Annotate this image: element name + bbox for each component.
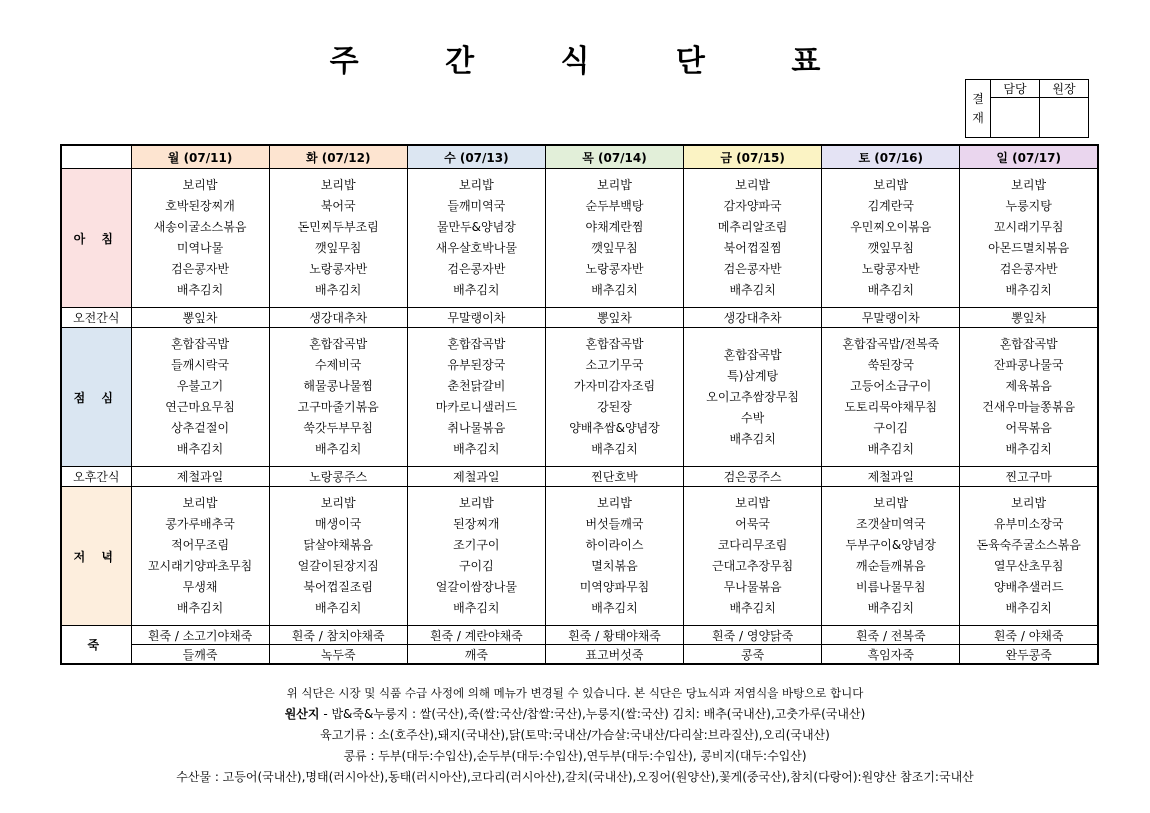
- menu-item: 버섯들깨국: [585, 517, 644, 531]
- menu-item: 우불고기: [176, 379, 224, 393]
- menu-item: 배추김치: [729, 283, 776, 297]
- lunch-cell: [407, 328, 545, 467]
- menu-item: 코다리무조림: [717, 538, 788, 552]
- menu-item: 하이라이스: [585, 538, 644, 552]
- menu-item: 소고기무국: [585, 358, 644, 372]
- menu-item: 김계란국: [867, 199, 914, 213]
- menu-item: 배추김치: [315, 442, 362, 456]
- menu-item: 배추김치: [315, 283, 362, 297]
- menu-item: 매생이국: [315, 517, 362, 531]
- am_snack-row: [61, 308, 1098, 328]
- menu-item: 노랑콩자반: [309, 262, 368, 276]
- menu-item: 배추김치: [176, 283, 224, 297]
- am_snack-label: 오전간식: [61, 308, 131, 328]
- corner-cell: [61, 145, 131, 169]
- menu-item: 보리밥: [1011, 496, 1047, 510]
- dinner-row: [61, 487, 1098, 626]
- day-header: 토 (07/16): [822, 145, 960, 169]
- menu-item: 쑥된장국: [867, 358, 914, 372]
- origin-label: 원산지: [284, 707, 320, 721]
- dinner-label: 저 녁: [61, 487, 131, 626]
- menu-item: 어묵볶음: [1005, 421, 1052, 435]
- menu-item: 순두부백탕: [585, 199, 644, 213]
- menu-item: 무나물볶음: [723, 580, 782, 594]
- snack-item: 노랑콩주스: [269, 467, 407, 487]
- lunch-cell: [822, 328, 960, 467]
- porridge-item: 흰죽 / 계란야채죽: [407, 626, 545, 645]
- menu-item: 강된장: [597, 400, 632, 414]
- menu-item: 꼬시래기무침: [993, 220, 1064, 234]
- menu-item: 멸치볶음: [591, 559, 638, 573]
- menu-item: 보리밥: [320, 496, 356, 510]
- menu-item: 오이고추쌈장무침: [706, 389, 799, 404]
- porridge-item: 흰죽 / 전복죽: [822, 626, 960, 645]
- breakfast-row: [61, 169, 1098, 308]
- snack-item: 생강대추차: [684, 308, 822, 328]
- porridge-item: 깨죽: [407, 645, 545, 665]
- porridge-item: 흑임자죽: [822, 645, 960, 665]
- day-header: 월 (07/11): [131, 145, 269, 169]
- menu-item: 새송이굴소스볶음: [153, 220, 247, 234]
- menu-item: 혼합잡곡밥: [999, 337, 1058, 351]
- origin-line-4: 수산물 : 고등어(국내산),명태(러시아산),동태(러시아산),코다리(러시아산),갈치(국내산),오징어(원양산),꽃게(중국산),참치(다랑어):원양산 참조기:국내산: [176, 770, 974, 784]
- menu-item: 북어국: [320, 199, 356, 213]
- lunch-label: 점 심: [61, 328, 131, 467]
- menu-item: 고등어소금구이: [850, 379, 932, 393]
- menu-item: 건새우마늘쫑볶음: [982, 400, 1076, 414]
- day-header: 수 (07/13): [407, 145, 545, 169]
- menu-item: 제육볶음: [1005, 379, 1052, 393]
- menu-item: 혼합잡곡밥/전복죽: [842, 337, 940, 351]
- menu-item: 우민찌오이볶음: [850, 220, 932, 234]
- menu-item: 배추김치: [867, 442, 914, 456]
- porridge-label: 죽: [61, 626, 131, 665]
- porridge-item: 흰죽 / 황태야채죽: [545, 626, 683, 645]
- snack-item: 뽕잎차: [960, 308, 1098, 328]
- menu-item: 보리밥: [458, 496, 494, 510]
- menu-item: 열무산초무침: [993, 559, 1064, 573]
- dinner-cell: [269, 487, 407, 626]
- approval-director-header: 원장: [1040, 80, 1089, 98]
- pm_snack-row: [61, 467, 1098, 487]
- menu-item: 배추김치: [1005, 283, 1052, 297]
- menu-item: 된장찌개: [453, 517, 500, 531]
- approval-box: [965, 79, 1089, 138]
- origin-line-2: 육고기류 : 소(호주산),돼지(국내산),닭(토막:국내산/가슴살:국내산/다리살:브라질산),오리(국내산): [320, 728, 830, 742]
- breakfast-cell: [131, 169, 269, 308]
- menu-item: 춘천닭갈비: [447, 379, 506, 393]
- menu-item: 들깨시락국: [171, 358, 230, 372]
- menu-item: 보리밥: [597, 496, 632, 510]
- menu-item: 배추김치: [176, 442, 224, 456]
- snack-item: 뽕잎차: [131, 308, 269, 328]
- dinner-cell: [960, 487, 1098, 626]
- menu-item: 보리밥: [735, 496, 771, 510]
- menu-item: 검은콩자반: [723, 262, 782, 276]
- menu-item: 양배추쌈&양념장: [569, 421, 660, 435]
- porridge-item: 흰죽 / 영양닭죽: [684, 626, 822, 645]
- breakfast-cell: [407, 169, 545, 308]
- menu-item: 유부된장국: [447, 358, 506, 372]
- menu-item: 배추김치: [867, 283, 914, 297]
- menu-item: 구이김: [458, 559, 494, 573]
- menu-item: 보리밥: [320, 178, 356, 192]
- snack-item: 뽕잎차: [545, 308, 683, 328]
- menu-item: 호박된장찌개: [165, 199, 235, 213]
- menu-item: 혼합잡곡밥: [447, 337, 506, 351]
- approval-manager-header: 담당: [991, 80, 1040, 98]
- day-header: 일 (07/17): [960, 145, 1098, 169]
- menu-item: 두부구이&양념장: [845, 538, 937, 552]
- menu-item: 배추김치: [729, 431, 776, 446]
- menu-item: 양배추샐러드: [993, 580, 1064, 594]
- menu-item: 수제비국: [315, 358, 362, 372]
- menu-item: 얼갈이된장지짐: [297, 559, 379, 573]
- menu-item: 아몬드멸치볶음: [988, 241, 1070, 255]
- menu-item: 혼합잡곡밥: [585, 337, 644, 351]
- porridge-item: 흰죽 / 소고기야채죽: [131, 626, 269, 645]
- pm_snack-label: 오후간식: [61, 467, 131, 487]
- porridge-item: 녹두죽: [269, 645, 407, 665]
- menu-item: 조갯살미역국: [855, 517, 926, 531]
- menu-item: 노랑콩자반: [861, 262, 920, 276]
- porridge-item: 흰죽 / 참치야채죽: [269, 626, 407, 645]
- breakfast-cell: [822, 169, 960, 308]
- menu-item: 배추김치: [453, 442, 500, 456]
- menu-item: 감자양파국: [723, 199, 782, 213]
- menu-item: 잔파콩나물국: [993, 358, 1064, 372]
- snack-item: 제철과일: [407, 467, 545, 487]
- menu-item: 수박: [741, 410, 765, 425]
- menu-item: 도토리묵야채무침: [844, 400, 938, 414]
- menu-item: 닭살야채볶음: [303, 538, 373, 552]
- snack-item: 제철과일: [822, 467, 960, 487]
- breakfast-label: 아 침: [61, 169, 131, 308]
- menu-item: 검은콩자반: [447, 262, 506, 276]
- approval-manager-sign: [991, 98, 1040, 138]
- menu-item: 깻잎무침: [867, 241, 914, 255]
- dinner-cell: [684, 487, 822, 626]
- menu-item: 보리밥: [458, 178, 494, 192]
- menu-item: 배추김치: [729, 601, 776, 615]
- day-header: 목 (07/14): [545, 145, 683, 169]
- menu-item: 검은콩자반: [999, 262, 1058, 276]
- menu-item: 취나물볶음: [447, 421, 506, 435]
- snack-item: 생강대추차: [269, 308, 407, 328]
- menu-item: 배추김치: [315, 601, 362, 615]
- weekly-menu-table: [60, 144, 1099, 665]
- menu-item: 가자미감자조림: [573, 379, 656, 393]
- page-title: 주 간 식 단 표: [329, 44, 859, 79]
- menu-item: 배추김치: [1005, 601, 1052, 615]
- menu-item: 혼합잡곡밥: [723, 347, 782, 362]
- menu-item: 북어껍질찜: [723, 241, 782, 255]
- snack-item: 찐고구마: [960, 467, 1098, 487]
- menu-item: 보리밥: [873, 496, 909, 510]
- menu-item: 적어무조림: [171, 538, 230, 552]
- menu-item: 쑥갓두부무침: [303, 421, 373, 435]
- lunch-cell: [684, 328, 822, 467]
- dinner-cell: [131, 487, 269, 626]
- dinner-cell: [822, 487, 960, 626]
- lunch-cell: [960, 328, 1098, 467]
- menu-item: 연근마요무침: [165, 400, 235, 414]
- menu-item: 보리밥: [182, 496, 218, 510]
- menu-item: 비름나물무침: [855, 580, 926, 594]
- menu-item: 조기구이: [453, 538, 500, 552]
- menu-item: 무생채: [182, 580, 218, 594]
- menu-item: 콩가루배추국: [165, 517, 235, 531]
- dinner-cell: [545, 487, 683, 626]
- menu-item: 깨순들깨볶음: [855, 559, 926, 573]
- menu-item: 돈민찌두부조림: [297, 220, 379, 234]
- breakfast-cell: [269, 169, 407, 308]
- menu-item: 고구마줄기볶음: [297, 400, 379, 414]
- menu-item: 구이김: [873, 421, 909, 435]
- menu-item: 야채계란찜: [585, 220, 644, 234]
- snack-item: 검은콩주스: [684, 467, 822, 487]
- menu-item: 돈육숙주굴소스볶음: [976, 538, 1081, 552]
- menu-item: 누룽지탕: [1005, 199, 1052, 213]
- porridge-item: 흰죽 / 야채죽: [960, 626, 1098, 645]
- menu-item: 혼합잡곡밥: [171, 337, 230, 351]
- day-header: 화 (07/12): [269, 145, 407, 169]
- menu-item: 들깨미역국: [447, 199, 506, 213]
- menu-item: 배추김치: [591, 601, 638, 615]
- menu-item: 노랑콩자반: [585, 262, 644, 276]
- menu-item: 메추리알조림: [717, 220, 788, 234]
- menu-item: 깻잎무침: [315, 241, 362, 255]
- lunch-cell: [545, 328, 683, 467]
- menu-item: 배추김치: [176, 601, 224, 615]
- approval-director-sign: [1040, 98, 1089, 138]
- menu-item: 배추김치: [453, 283, 500, 297]
- menu-item: 배추김치: [591, 283, 638, 297]
- menu-item: 미역나물: [176, 241, 224, 255]
- menu-item: 상추겉절이: [171, 421, 230, 435]
- lunch-cell: [269, 328, 407, 467]
- menu-item: 혼합잡곡밥: [309, 337, 368, 351]
- menu-item: 보리밥: [182, 178, 218, 192]
- origin-line-3: 콩류 : 두부(대두:수입산),순두부(대두:수입산),연두부(대두:수입산), 콩비지(대두:수입산): [343, 749, 807, 763]
- menu-item: 특)삼계탕: [727, 368, 779, 383]
- snack-item: 찐단호박: [545, 467, 683, 487]
- menu-item: 새우살호박나물: [435, 241, 517, 255]
- lunch-row: [61, 328, 1098, 467]
- menu-item: 보리밥: [1011, 178, 1047, 192]
- menu-item: 미역양파무침: [579, 580, 650, 594]
- lunch-cell: [131, 328, 269, 467]
- menu-item: 근대고추장무침: [712, 559, 794, 573]
- menu-item: 보리밥: [873, 178, 909, 192]
- menu-item: 꼬시래기양파초무침: [147, 559, 253, 573]
- menu-item: 깻잎무침: [591, 241, 638, 255]
- breakfast-cell: [545, 169, 683, 308]
- approval-label: 결 재: [966, 80, 991, 138]
- day-header: 금 (07/15): [684, 145, 822, 169]
- porridge-item: 콩죽: [684, 645, 822, 665]
- menu-item: 물만두&양념장: [436, 220, 516, 234]
- breakfast-cell: [960, 169, 1098, 308]
- snack-item: 제철과일: [131, 467, 269, 487]
- porridge-row-1: [61, 626, 1098, 645]
- porridge-item: 완두콩죽: [960, 645, 1098, 665]
- menu-item: 어묵국: [735, 517, 771, 531]
- porridge-row-2: [61, 645, 1098, 665]
- menu-item: 보리밥: [597, 178, 632, 192]
- menu-item: 배추김치: [867, 601, 914, 615]
- origin-line-1: 원산지 - 밥&죽&누룽지 : 쌀(국산),죽(쌀:국산/찹쌀:국산),누룽지(쌀:국산) 김치: 배추(국내산),고춧가루(국내산): [284, 707, 866, 721]
- porridge-item: 표고버섯죽: [545, 645, 683, 665]
- snack-item: 무말랭이차: [822, 308, 960, 328]
- day-header-row: [61, 145, 1098, 169]
- menu-item: 배추김치: [453, 601, 500, 615]
- porridge-item: 들깨죽: [131, 645, 269, 665]
- menu-item: 북어껍질조림: [303, 580, 373, 594]
- menu-item: 얼갈이쌈장나물: [435, 580, 517, 594]
- menu-item: 보리밥: [735, 178, 771, 192]
- footer-note: 위 식단은 시장 및 식품 수급 사정에 의해 메뉴가 변경될 수 있습니다. 본 식단은 당뇨식과 저염식을 바탕으로 합니다: [286, 686, 864, 700]
- breakfast-cell: [684, 169, 822, 308]
- snack-item: 무말랭이차: [407, 308, 545, 328]
- menu-item: 유부미소장국: [993, 517, 1064, 531]
- menu-item: 마카로니샐러드: [435, 400, 517, 414]
- menu-item: 배추김치: [1005, 442, 1052, 456]
- dinner-cell: [407, 487, 545, 626]
- menu-item: 해물콩나물찜: [303, 379, 373, 393]
- menu-item: 검은콩자반: [171, 262, 230, 276]
- menu-item: 배추김치: [591, 442, 638, 456]
